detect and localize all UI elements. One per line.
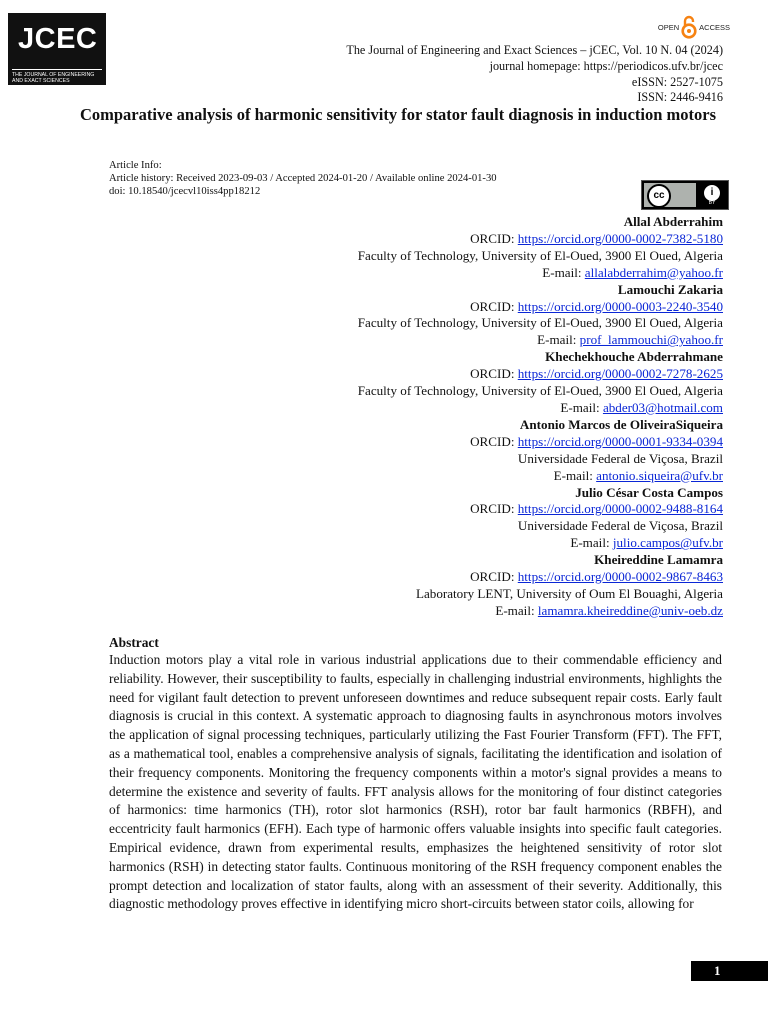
orcid-label: ORCID:	[470, 230, 518, 246]
article-info-label: Article Info:	[109, 160, 162, 171]
orcid-link[interactable]: https://orcid.org/0000-0002-9488-8164	[517, 501, 723, 517]
open-lock-icon	[680, 15, 698, 39]
author-block	[358, 485, 723, 553]
author-name: Kheireddine Lamamra	[594, 552, 723, 568]
author-block	[358, 552, 723, 620]
author-block	[358, 349, 723, 417]
author-block	[358, 417, 723, 485]
email-label: E-mail:	[495, 602, 538, 618]
email-label: E-mail:	[560, 399, 603, 415]
author-email	[358, 535, 723, 552]
author-orcid	[358, 569, 723, 586]
cc-icon: cc	[647, 184, 671, 208]
author-email	[358, 468, 723, 485]
author-name: Allal Abderrahim	[623, 214, 723, 229]
author-affiliation: Universidade Federal de Viçosa, Brazil	[517, 450, 723, 466]
email-link[interactable]: antonio.siqueira@ufv.br	[596, 467, 723, 483]
orcid-label: ORCID:	[470, 433, 518, 449]
author-email	[358, 332, 723, 349]
author-block	[358, 214, 723, 282]
email-label: E-mail:	[542, 264, 585, 280]
author-affiliation: Universidade Federal de Viçosa, Brazil	[517, 518, 723, 534]
page-number: 1	[691, 961, 768, 981]
email-label: E-mail:	[570, 535, 613, 551]
article-history: Article history: Received 2023-09-03 / Accepted 2024-01-20 / Available online 2024-01-30	[109, 173, 497, 184]
author-name: Julio César Costa Campos	[575, 484, 723, 500]
journal-header	[346, 43, 723, 106]
attribution-icon: i	[702, 183, 722, 203]
author-block	[358, 282, 723, 350]
email-link[interactable]: allalabderrahim@yahoo.fr	[584, 264, 723, 280]
logo-subtitle-line: AND EXACT SCIENCES	[12, 78, 70, 84]
cc-by-label: BY	[708, 200, 716, 206]
email-label: E-mail:	[537, 332, 580, 348]
author-affiliation: Faculty of Technology, University of El-Oued, 3900 El Oued, Algeria	[357, 315, 723, 331]
author-email	[358, 603, 723, 620]
email-link[interactable]: prof_lammouchi@yahoo.fr	[579, 332, 723, 348]
open-access-right-text: ACCESS	[699, 22, 730, 32]
author-email	[358, 265, 723, 282]
orcid-link[interactable]: https://orcid.org/0000-0001-9334-0394	[517, 433, 723, 449]
journal-homepage[interactable]: journal homepage: https://periodicos.ufv.br/jcec	[489, 58, 723, 73]
paper-title: Comparative analysis of harmonic sensitivity for stator fault diagnosis in induction motors	[79, 105, 717, 124]
author-orcid	[358, 366, 723, 383]
abstract-heading: Abstract	[109, 635, 159, 650]
open-access-badge	[658, 15, 730, 39]
open-access-left-text: OPEN	[657, 22, 680, 32]
abstract-text: Induction motors play a vital role in various industrial applications due to their commendable efficiency and reliability. However, their susceptibility to faults, especially in challenging industrial environments, highlights the need for vigilant fault detection to prevent unforeseen downtimes and reduce subsequent repair costs. Early fault diagnosis is crucial in this context. A systematic approach to diagnosing faults in asynchronous motors involves the application of signal processing techniques, particularly utilizing the Fast Fourier Transform (FFT). The FFT, as a mathematical tool, enables a comprehensive analysis of signals, facilitating the identification and isolation of their frequency components. Monitoring the frequency components within a motor's signal provides a means to determine the existence and severity of faults. FFT analysis allows for the monitoring of four distinct categories of harmonics: time harmonics (TH), rotor slot harmonics (RSH), rotor bar fault harmonics (RBFH), and eccentricity fault harmonics (EFH). Each type of harmonic offers valuable insights into specific fault categories. Empirical evidence, drawn from experimental results, emphasizes the heightened sensitivity of rotor slot harmonics (RSH) in detecting stator faults. Continuous monitoring of the RSH frequency component enables the prompt detection and localization of stator faults, along with an assessment of their severity. Additionally, this diagnostic methodology proves effective in identifying micro short-circuits between stator coils, allowing for	[109, 652, 722, 912]
orcid-label: ORCID:	[470, 366, 518, 382]
article-info	[109, 159, 497, 198]
author-email	[358, 400, 723, 417]
orcid-link[interactable]: https://orcid.org/0000-0003-2240-3540	[517, 298, 723, 314]
logo-divider	[12, 69, 102, 70]
logo-text: JCEC	[18, 23, 98, 55]
orcid-label: ORCID:	[470, 501, 518, 517]
logo-subtitle-line: THE JOURNAL OF ENGINEERING	[12, 72, 95, 78]
author-orcid	[358, 501, 723, 518]
cc-by-license-badge[interactable]	[641, 180, 729, 210]
journal-citation: The Journal of Engineering and Exact Sciences – jCEC, Vol. 10 N. 04 (2024)	[346, 43, 723, 57]
logo-subtitle	[12, 72, 94, 84]
journal-eissn: eISSN: 2527-1075	[631, 74, 723, 89]
orcid-link[interactable]: https://orcid.org/0000-0002-7382-5180	[517, 230, 723, 246]
journal-logo	[8, 13, 106, 85]
orcid-link[interactable]: https://orcid.org/0000-0002-7278-2625	[517, 366, 723, 382]
author-list	[358, 214, 723, 620]
author-name: Lamouchi Zakaria	[617, 281, 723, 297]
journal-issn: ISSN: 2446-9416	[637, 90, 723, 105]
email-link[interactable]: abder03@hotmail.com	[602, 399, 723, 415]
orcid-link[interactable]: https://orcid.org/0000-0002-9867-8463	[517, 569, 723, 585]
author-orcid	[358, 231, 723, 248]
author-name: Antonio Marcos de OliveiraSiqueira	[519, 416, 723, 432]
email-link[interactable]: lamamra.kheireddine@univ-oeb.dz	[537, 602, 723, 618]
orcid-label: ORCID:	[470, 569, 518, 585]
author-affiliation: Laboratory LENT, University of Oum El Bouaghi, Algeria	[415, 585, 723, 601]
author-orcid	[358, 299, 723, 316]
orcid-label: ORCID:	[470, 298, 518, 314]
author-affiliation: Faculty of Technology, University of El-Oued, 3900 El Oued, Algeria	[357, 383, 723, 399]
email-link[interactable]: julio.campos@ufv.br	[612, 535, 723, 551]
email-label: E-mail:	[553, 467, 597, 483]
cc-badge-background	[644, 183, 696, 207]
article-doi: doi: 10.18540/jcecvl10iss4pp18212	[109, 186, 261, 197]
author-name: Khechekhouche Abderrahmane	[545, 349, 723, 365]
author-affiliation: Faculty of Technology, University of El-Oued, 3900 El Oued, Algeria	[357, 247, 723, 263]
author-orcid	[358, 434, 723, 451]
